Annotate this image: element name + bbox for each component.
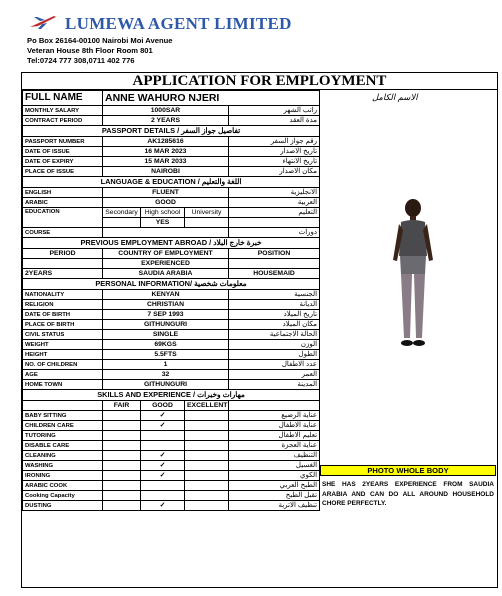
skill-arabic: عناية الاطفال — [229, 421, 320, 431]
full-name-arabic: الاسم الكامل — [372, 92, 418, 102]
skill-good-cell: ✓ — [141, 451, 185, 461]
issue-date-arabic: تاريخ الاصدار — [229, 147, 320, 157]
hometown-label: HOME TOWN — [23, 380, 103, 390]
english-label: ENGLISH — [23, 188, 103, 198]
passport-number-label: PASSPORT NUMBER — [23, 137, 103, 147]
hometown-arabic: المدينة — [229, 380, 320, 390]
passport-number-value: AK1285616 — [103, 137, 229, 147]
course-label: COURSE — [23, 228, 103, 238]
salary-arabic: راتب الشهر — [229, 106, 320, 116]
skill-excellent-cell — [185, 431, 229, 441]
weight-value: 69KGS — [103, 340, 229, 350]
civil-status-arabic: الحالة الاجتماعية — [229, 330, 320, 340]
expiry-date-label: DATE OF EXPIRY — [23, 157, 103, 167]
expiry-date-arabic: تاريخ الانتهاء — [229, 157, 320, 167]
skill-label: Cooking Capacity — [23, 491, 103, 501]
full-body-photo — [385, 198, 441, 353]
previous-country: SAUDIA ARABIA — [103, 269, 229, 279]
skills-heading: SKILLS AND EXPERIENCE / مهارات وخبرات — [23, 390, 320, 401]
nationality-label: NATIONALITY — [23, 290, 103, 300]
children-count-arabic: عدد الاطفال — [229, 360, 320, 370]
birthplace-arabic: مكان الميلاد — [229, 320, 320, 330]
skill-row — [23, 411, 320, 421]
skill-fair-cell — [103, 421, 141, 431]
nationality-arabic: الجنسية — [229, 290, 320, 300]
personal-heading: PERSONAL INFORMATION/ معلومات شخصية — [23, 279, 320, 290]
skill-label: DUSTING — [23, 501, 103, 511]
airplane-logo-icon — [28, 13, 58, 31]
good-column-header: GOOD — [141, 401, 185, 411]
hometown-value: GITHUNGURI — [103, 380, 229, 390]
skill-row — [23, 481, 320, 491]
skill-excellent-cell — [185, 461, 229, 471]
skill-label: TUTORING — [23, 431, 103, 441]
birthplace-value: GITHUNGURI — [103, 320, 229, 330]
age-arabic: العمر — [229, 370, 320, 380]
skill-good-cell — [141, 431, 185, 441]
skill-excellent-cell — [185, 491, 229, 501]
skill-excellent-cell — [185, 441, 229, 451]
age-value: 32 — [103, 370, 229, 380]
period-column-header: PERIOD — [23, 249, 103, 259]
education-option: University — [185, 208, 229, 218]
arabic-arabic: العربية — [229, 198, 320, 208]
children-count-value: 1 — [103, 360, 229, 370]
skill-label: WASHING — [23, 461, 103, 471]
skill-arabic: تعليم الاطفال — [229, 431, 320, 441]
skill-excellent-cell — [185, 451, 229, 461]
country-column-header: COUNTRY OF EMPLOYMENT — [103, 249, 229, 259]
skill-row — [23, 471, 320, 481]
birthplace-label: PLACE OF BIRTH — [23, 320, 103, 330]
address-line: Tel:0724 777 308,0711 402 776 — [27, 56, 135, 65]
skill-arabic: الغسيل — [229, 461, 320, 471]
passport-heading: PASSPORT DETAILS / تفاصيل جواز السفر — [23, 126, 320, 137]
issue-place-arabic: مكان الاصدار — [229, 167, 320, 177]
issue-place-label: PLACE OF ISSUE — [23, 167, 103, 177]
position-column-header: POSITION — [229, 249, 320, 259]
full-name-label: FULL NAME — [23, 91, 103, 106]
previous-employment-heading: PREVIOUS EMPLOYMENT ABROAD / خبرة خارج البلاد — [23, 238, 320, 249]
skill-fair-cell — [103, 481, 141, 491]
education-label: EDUCATION — [23, 208, 103, 228]
skill-excellent-cell — [185, 501, 229, 511]
skill-label: CLEANING — [23, 451, 103, 461]
skill-row — [23, 441, 320, 451]
skill-row — [23, 501, 320, 511]
children-count-label: NO. OF CHILDREN — [23, 360, 103, 370]
weight-label: WEIGHT — [23, 340, 103, 350]
skills-rows — [23, 411, 320, 511]
fair-column-header: FAIR — [103, 401, 141, 411]
salary-value: 1000SAR — [103, 106, 229, 116]
english-arabic: الانجليزية — [229, 188, 320, 198]
previous-position: HOUSEMAID — [229, 269, 320, 279]
skill-fair-cell — [103, 431, 141, 441]
age-label: AGE — [23, 370, 103, 380]
skill-good-cell — [141, 441, 185, 451]
arabic-label: ARABIC — [23, 198, 103, 208]
skill-fair-cell — [103, 411, 141, 421]
civil-status-value: SINGLE — [103, 330, 229, 340]
skill-good-cell — [141, 491, 185, 501]
skill-fair-cell — [103, 501, 141, 511]
skill-good-cell: ✓ — [141, 421, 185, 431]
nationality-value: KENYAN — [103, 290, 229, 300]
skill-good-cell: ✓ — [141, 461, 185, 471]
expiry-date-value: 15 MAR 2033 — [103, 157, 229, 167]
skill-label: BABY SITTING — [23, 411, 103, 421]
skill-excellent-cell — [185, 471, 229, 481]
skill-good-cell: ✓ — [141, 471, 185, 481]
education-arabic: التعليم — [229, 208, 320, 218]
skill-excellent-cell — [185, 421, 229, 431]
civil-status-label: CIVIL STATUS — [23, 330, 103, 340]
issue-date-label: DATE OF ISSUE — [23, 147, 103, 157]
candidate-description: SHE HAS 2YEARS EXPERIENCE FROM SAUDIA ARABIA AND CAN DO ALL AROUND HOUSEHOLD CHORE PERFECTLY. — [322, 481, 494, 507]
salary-label: MONTHLY SALARY — [23, 106, 103, 116]
skill-row — [23, 431, 320, 441]
skill-row — [23, 461, 320, 471]
weight-arabic: الوزن — [229, 340, 320, 350]
skill-arabic: عناية الرضيع — [229, 411, 320, 421]
course-value — [103, 228, 229, 238]
photo-whole-body-heading: PHOTO WHOLE BODY — [320, 465, 496, 476]
contract-arabic: مدة العقد — [229, 116, 320, 126]
language-heading: LANGUAGE & EDUCATION / اللغة والتعليم — [23, 177, 320, 188]
experienced-label: EXPERIENCED — [103, 259, 229, 269]
agency-name: LUMEWA AGENT LIMITED — [65, 14, 292, 33]
skill-good-cell — [141, 481, 185, 491]
education-option: Secondary — [103, 208, 141, 218]
skill-label: ARABIC COOK — [23, 481, 103, 491]
passport-number-arabic: رقم جواز السفر — [229, 137, 320, 147]
skill-fair-cell — [103, 491, 141, 501]
skill-fair-cell — [103, 461, 141, 471]
education-option: High school — [141, 208, 185, 218]
full-name-value: ANNE WAHURO NJERI — [103, 91, 320, 106]
skill-fair-cell — [103, 441, 141, 451]
height-value: 5.5FTS — [103, 350, 229, 360]
skill-arabic: تنظيف الاتربة — [229, 501, 320, 511]
skill-row — [23, 421, 320, 431]
contract-label: CONTRACT PERIOD — [23, 116, 103, 126]
skill-arabic: التنظيف — [229, 451, 320, 461]
dob-arabic: تاريخ الميلاد — [229, 310, 320, 320]
religion-arabic: الديانة — [229, 300, 320, 310]
height-label: HEIGHT — [23, 350, 103, 360]
application-table — [22, 90, 320, 511]
skill-arabic: عناية العجزة — [229, 441, 320, 451]
skill-good-cell: ✓ — [141, 501, 185, 511]
religion-value: CHRISTIAN — [103, 300, 229, 310]
height-arabic: الطول — [229, 350, 320, 360]
skill-arabic: الكوي — [229, 471, 320, 481]
skill-good-cell: ✓ — [141, 411, 185, 421]
skill-arabic: الطبخ العربي — [229, 481, 320, 491]
contract-value: 2 YEARS — [103, 116, 229, 126]
form-body — [22, 90, 319, 511]
skill-label: IRONING — [23, 471, 103, 481]
skill-row — [23, 451, 320, 461]
arabic-value: GOOD — [103, 198, 229, 208]
dob-label: DATE OF BIRTH — [23, 310, 103, 320]
address-line: Po Box 26164-00100 Nairobi Moi Avenue — [27, 36, 173, 45]
previous-period: 2YEARS — [23, 269, 103, 279]
skill-fair-cell — [103, 451, 141, 461]
skill-label: DISABLE CARE — [23, 441, 103, 451]
skill-excellent-cell — [185, 411, 229, 421]
form-title: APPLICATION FOR EMPLOYMENT — [22, 73, 497, 90]
skill-row — [23, 491, 320, 501]
issue-date-value: 16 MAR 2023 — [103, 147, 229, 157]
religion-label: RELIGION — [23, 300, 103, 310]
excellent-column-header: EXCELLENT — [185, 401, 229, 411]
dob-value: 7 SEP 1993 — [103, 310, 229, 320]
skill-arabic: تقبل الطبخ — [229, 491, 320, 501]
english-value: FLUENT — [103, 188, 229, 198]
skill-excellent-cell — [185, 481, 229, 491]
skill-fair-cell — [103, 471, 141, 481]
address-line: Veteran House 8th Floor Room 801 — [27, 46, 153, 55]
issue-place-value: NAIROBI — [103, 167, 229, 177]
education-selected: YES — [141, 218, 185, 228]
course-arabic: دورات — [229, 228, 320, 238]
skill-label: CHILDREN CARE — [23, 421, 103, 431]
